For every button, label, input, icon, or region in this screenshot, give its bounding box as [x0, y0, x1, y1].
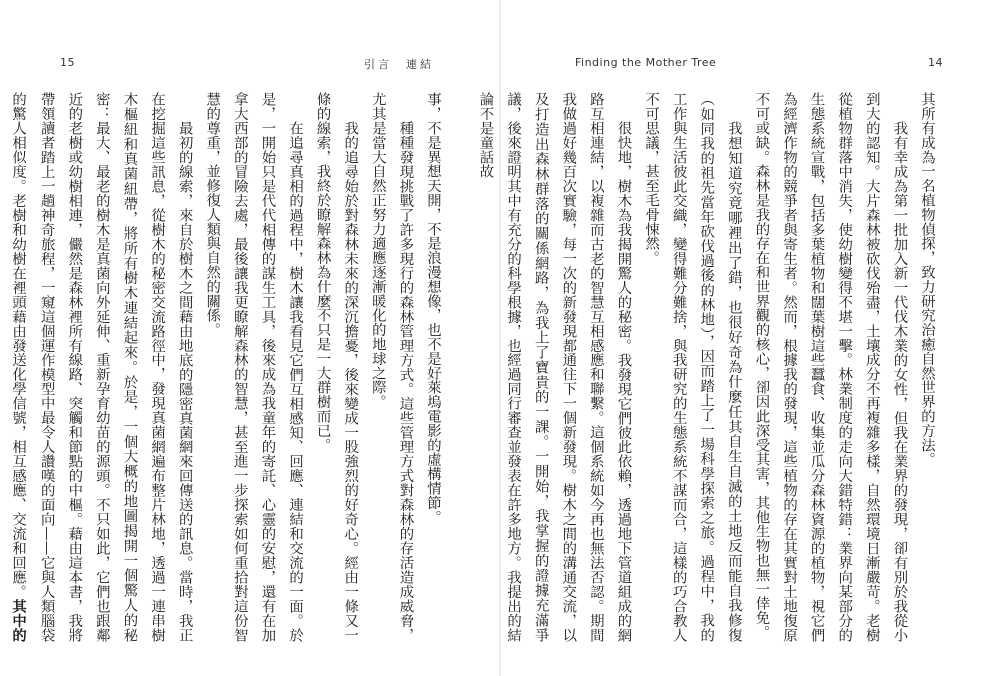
paragraph: [912, 92, 940, 642]
paragraph: [471, 92, 637, 642]
paragraph: [636, 92, 746, 642]
paragraph: [0, 92, 198, 642]
paragraph: [308, 92, 363, 642]
paragraph-text: 我有幸成為第一批加入新一代伐木業的女性，但我在業界的發現，卻有別於我從小到大的認知。大片森林被砍伐殆盡，土壤成分不再複雜多樣，自然環境日漸嚴苛。老樹從植物群落中消失，使幼樹變得不堪一擊。林業制度的走向大錯特錯：業界向某部分的生態系統宣戰，包括多葉植物和闊葉樹這些蠶食、收集並瓜分森林資源的植物，視它們為經濟作物的競爭者與寄生者。然而，根據我的發現，這些植物的存在其實對土地復原不可或缺。森林是我的存在和世界觀的核心，卻因此深受其害，其他生物也無一倖免。: [753, 92, 908, 642]
paragraph-text: 我的追尋始於對森林未來的深沉擔憂，後來變成一股強烈的好奇心。經由一條又一條的線索，我終於瞭解森林為什麼不只是一大群樹而已。: [314, 92, 359, 642]
right-body-text: [477, 92, 940, 642]
paragraph-text: 最初的線索，來自於樹木之間藉由地底的隱密真菌網來回傳送的訊息。當時，我正在挖掘這些訊息，從樹木的秘密交流路徑中，發現真菌網遍布整片林地，透過一連串樹木樞紐和真菌紐帶，將所有樹木連結起來。於是，一個大概的地圖揭開一個驚人的秘密：最大、最老的樹木是真菌向外延伸、重新孕育幼苗的源頭。不只如此，它們也跟鄰近的老樹或幼樹相連，儼然是森林裡所有線路、突觸和節點的中樞。藉由這本書，我將帶領讀者踏上一趟神奇旅程，一窺這個運作模型中最令人讚嘆的面向——它與人類腦袋的驚人相似度。老樹和幼樹在裡頭藉由發送化學信號，相互感應、交流和回應。: [10, 92, 193, 642]
paragraph-text: 我想知道究竟哪裡出了錯，也很好奇為什麼任其自生自滅的土地反而能自我修復（如同我的祖先當年砍伐過後的林地），因而踏上了一場科學探索之旅。過程中，我的工作與生活彼此交織，變得難分難捨，與我研究的生態系統不謀而合，這樣的巧合教人不可思議，甚至毛骨悚然。: [643, 92, 742, 642]
right-page-number: 14: [928, 56, 943, 69]
paragraph-text: 其所有成為一名植物偵探，致力研究治癒自然世界的方法。: [919, 92, 935, 467]
left-body-text: [10, 92, 446, 643]
left-running-title: 引言 連結: [364, 58, 434, 71]
paragraph: [747, 92, 913, 642]
paragraph-text: 很快地，樹木為我揭開驚人的秘密。我發現它們彼此依賴，透過地下管道組成的網路互相連結，以複雜而古老的智慧互相感應和聯繫。這個系統如今再也無法否認。期間我做過好幾百次實驗，每一次的新發現都通往下一個新發現。樹木之間的溝通交流，以及打造出森林群落的關係網路，為我上了寶貴的一課。一開始，我掌握的證據充滿爭議，後來證明其中有充分的科學根據，也經過同行審查並發表在許多地方。我提出的結論不是童話故: [477, 92, 632, 642]
right-running-title: Finding the Mother Tree: [575, 56, 717, 69]
bold-emphasis-text: 其中的: [10, 598, 28, 643]
paragraph: [198, 92, 308, 642]
paragraph: [418, 92, 446, 642]
paragraph: [363, 92, 418, 642]
paragraph-text: 事，不是異想天開，不是浪漫想像，也不是好萊塢電影的虛構情節。: [425, 92, 441, 524]
right-page: [477, 0, 1000, 676]
left-page-number: 15: [60, 56, 75, 69]
paragraph-text: 種種發現挑戰了許多現行的森林管理方式。這些管理方式對森林的存活造成威脅，尤其是當大自然正努力適應逐漸暖化的地球之際。: [369, 92, 414, 642]
paragraph-text: 在追尋真相的過程中，樹木讓我看見它們互相感知、回應、連結和交流的一面。於是，一開始只是代代相傳的謀生工具，後來成為我童年的寄託、心靈的安慰，還有在加拿大西部的冒險去處，最後讓我更瞭解森林的智慧，甚至進一步探索如何重拾對這份智慧的尊重，並修復人類與自然的關係。: [204, 92, 304, 642]
